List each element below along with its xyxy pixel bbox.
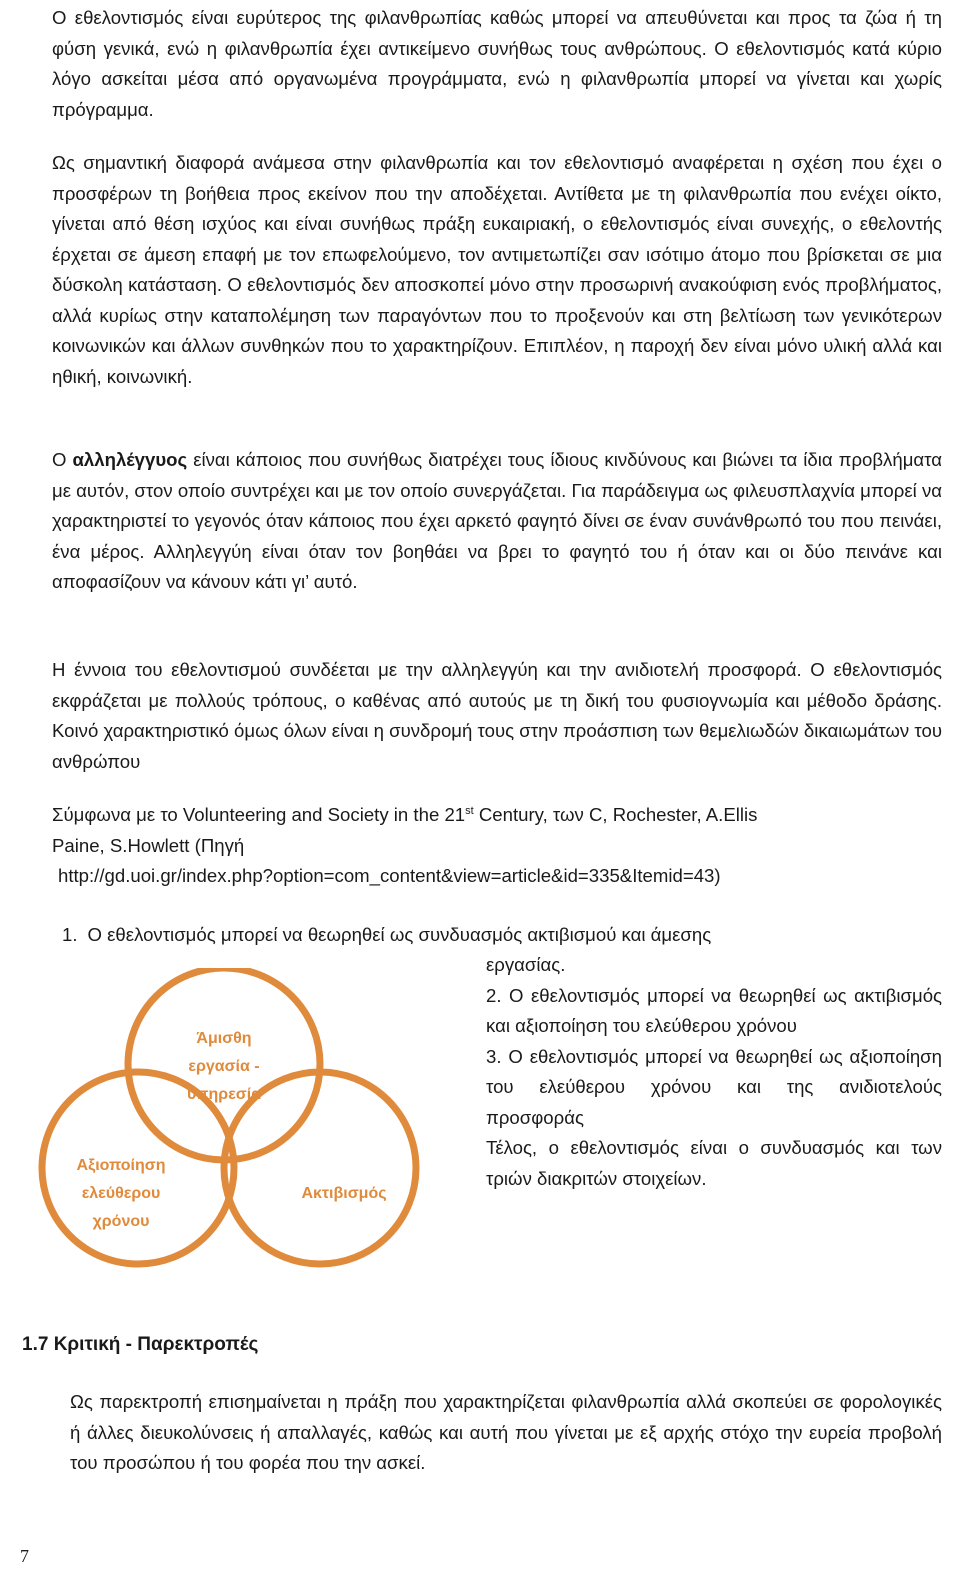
paragraph-volunteerism-concept: Η έννοια του εθελοντισμού συνδέεται με την αλληλεγγύη και την ανιδιοτελή προσφορά. Ο εθελοντισμός εκφράζεται με πολλούς τρόπους, ο καθένας από αυτούς με τη δική του φυσιογνωμία και μέθοδο δράσης. Κοινό χαρακτηριστικό όμως όλων είναι η συνδρομή τους στην προάσπιση των θεμελιωδών δικαιωμάτων του ανθρώπου (52, 659, 942, 772)
citation-text: Σύμφωνα με το Volunteering and Society in the 21 (52, 804, 466, 825)
venn-top-label-2: εργασία - (188, 1058, 260, 1075)
venn-left-label-1: Αξιοποίηση (76, 1157, 166, 1174)
p3-pre: Ο (52, 449, 73, 470)
solidarity-term: αλληλέγγυος (72, 449, 188, 470)
paragraph-deviation: Ως παρεκτροπή επισημαίνεται η πράξη που χαρακτηρίζεται φιλανθρωπία αλλά σκοπεύει σε φορολογικές ή άλλες διευκολύνσεις ή απαλλαγές, καθώς και αυτή που γίνεται με εξ αρχής στόχο την ευρεία προβολή του προσώπου ή του φορέα που την ασκεί. (70, 1391, 942, 1473)
page-number: 7 (20, 1546, 29, 1566)
list-item-1-continuation: εργασίας. (486, 954, 566, 975)
venn-top-label-1: Άμισθη (196, 1030, 252, 1047)
venn-top-label-3: υπηρεσία (186, 1086, 262, 1103)
venn-left-label-2: ελεύθερου (81, 1185, 161, 1202)
citation-line-1 (52, 800, 942, 831)
citation-line-2: Paine, S.Howlett (Πηγή (52, 834, 245, 856)
list-item-1-number: 1. (62, 924, 78, 945)
citation-url: http://gd.uoi.gr/index.php?option=com_content&view=article&id=335&Itemid=43) (58, 865, 721, 886)
venn-right-label-1: Ακτιβισμός (301, 1185, 387, 1202)
citation-text-cont: Century, των C, Rochester, A.Ellis (473, 804, 758, 825)
list-item-3: 3. Ο εθελοντισμός μπορεί να θεωρηθεί ως αξιοποίηση του ελεύθερου χρόνου και της ανιδιοτελούς προσφοράς (486, 1045, 942, 1128)
list-closing: Τέλος, ο εθελοντισμός είναι ο συνδυασμός και των τριών διακριτών στοιχείων. (486, 1137, 942, 1189)
venn-diagram (28, 968, 448, 1268)
paragraph-volunteerism-scope: Ο εθελοντισμός είναι ευρύτερος της φιλανθρωπίας καθώς μπορεί να απευθύνεται και προς τα ζώα ή τη φύση γενικά, ενώ η φιλανθρωπία έχει αντικείμενο συνήθως τους ανθρώπους. Ο εθελοντισμός κατά κύριο λόγο ασκείται μέσα από οργανωμένα προγράμματα, ενώ η φιλανθρωπία μπορεί να γίνεται και χωρίς πρόγραμμα. (52, 7, 942, 120)
list-item-1 (62, 920, 942, 951)
venn-left-label-3: χρόνου (92, 1213, 150, 1230)
list-right-column (486, 950, 942, 1194)
citation-superscript: st (465, 804, 474, 817)
list-item-1-text: Ο εθελοντισμός μπορεί να θεωρηθεί ως συνδυασμός ακτιβισμού και άμεσης (87, 924, 712, 945)
p3-post: είναι κάποιος που συνήθως διατρέχει τους ίδιους κινδύνους και βιώνει τα ίδια προβλήματα με αυτόν, στον οποίο συντρέχει και με τον οποίο συνεργάζεται. Για παράδειγμα ως φιλευσπλαχνία μπορεί να χαρακτηριστεί το γεγονός όταν κάποιος που έχει αρκετό φαγητό δίνει σε έναν συνάνθρωπό του που πεινάει, ένα μέρος. Αλληλεγγύη είναι όταν τον βοηθάει να βρει το φαγητό του ή όταν και οι δύο πεινάνε και αποφασίζουν να κάνουν κάτι γι’ αυτό. (52, 449, 942, 592)
paragraph-source-citation (52, 800, 942, 892)
list-item-2: 2. Ο εθελοντισμός μπορεί να θεωρηθεί ως ακτιβισμός και αξιοποίηση του ελεύθερου χρόνου (486, 984, 942, 1036)
paragraph-solidarity (52, 445, 942, 598)
paragraph-philanthropy-difference: Ως σημαντική διαφορά ανάμεσα στην φιλανθρωπία και τον εθελοντισμό αναφέρεται η σχέση που έχει ο προσφέρων τη βοήθεια προς εκείνον που την αποδέχεται. Αντίθετα με τη φιλανθρωπία που ενέχει οίκτο, γίνεται από θέση ισχύος και είναι συνήθως πράξη ευκαιριακή, ο εθελοντισμός είναι συνεχής, ο εθελοντής έρχεται σε άμεση επαφή με τον επωφελούμενο, τον αντιμετωπίζει σαν ισότιμο άτομο που βρίσκεται σε μια δύσκολη κατάσταση. Ο εθελοντισμός δεν αποσκοπεί μόνο στην προσωρινή ανακούφιση ενός προβλήματος, αλλά κυρίως στην καταπολέμηση των παραγόντων που το προξενούν και στη βελτίωση των γενικότερων κοινωνικών και άλλων συνθηκών που το χαρακτηρίζουν. Επιπλέον, η παροχή δεν είναι μόνο υλική αλλά και ηθική, κοινωνική. (52, 152, 942, 387)
section-heading: 1.7 Κριτική - Παρεκτροπές (22, 1334, 259, 1355)
